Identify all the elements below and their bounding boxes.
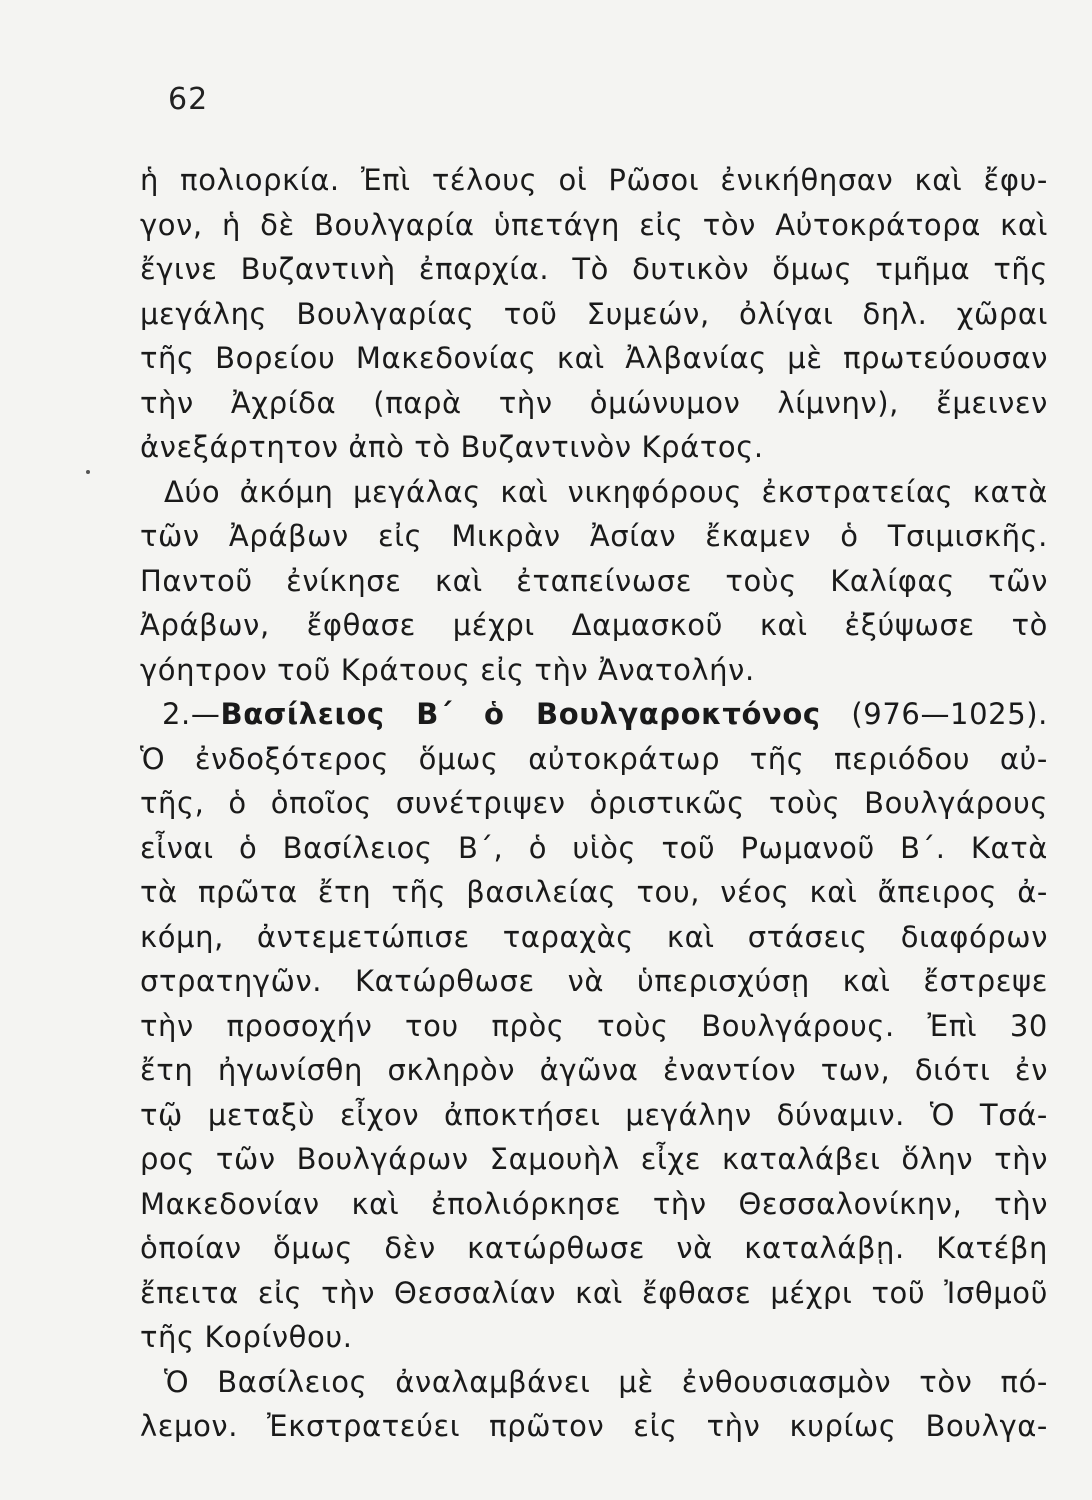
text-line: ἀνεξάρτητον ἀπὸ τὸ Βυζαντινὸν Κράτος. [140,430,764,464]
text-line: τῷ μεταξὺ εἶχον ἀποκτήσει μεγάλην δύναμιν. Ὁ Τσά- [140,1097,1048,1132]
section-dates: (976—1025). [851,697,1048,731]
text-line: γον, ἡ δὲ Βουλγαρία ὑπετάγη εἰς τὸν Αὐτοκράτορα καὶ [140,207,1048,242]
text-line: Μακεδονίαν καὶ ἐπολιόρκησε τὴν Θεσσαλονίκην, τὴν [140,1186,1048,1221]
text-line: ἔπειτα εἰς τὴν Θεσσαλίαν καὶ ἔφθασε μέχρι τοῦ Ἰσθμοῦ [140,1275,1048,1310]
text-line: τῆς Βορείου Μακεδονίας καὶ Ἀλβανίας μὲ πρωτεύουσαν [140,341,1048,375]
text-line: τὴν προσοχήν του πρὸς τοὺς Βουλγάρους. Ἐπὶ 30 [140,1008,1048,1043]
text-line: τῆς, ὁ ὁποῖος συνέτριψεν ὁριστικῶς τοὺς Βουλγάρους [140,786,1048,820]
text-line: εἶναι ὁ Βασίλειος Β΄, ὁ υἱὸς τοῦ Ρωμανοῦ Β΄. Κατὰ [140,830,1048,865]
text-line: τὴν Ἀχρίδα (παρὰ τὴν ὁμώνυμον λίμνην), ἔμεινεν [140,385,1048,420]
text-line: ἔγινε Βυζαντινὴ ἐπαρχία. Τὸ δυτικὸν ὅμως τμῆμα τῆς [140,252,1048,286]
text-line: γόητρον τοῦ Κράτους εἰς τὴν Ἀνατολήν. [140,652,755,687]
text-line: κόμη, ἀντεμετώπισε ταραχὰς καὶ στάσεις διαφόρων [140,919,1048,954]
text-line: Δύο ἀκόμη μεγάλας καὶ νικηφόρους ἐκστρατείας κατὰ [164,474,1048,509]
section-title: Βασίλειος Β΄ ὁ Βουλγαροκτόνος [220,697,821,731]
text-line: Ἀράβων, ἔφθασε μέχρι Δαμασκοῦ καὶ ἐξύψωσε τὸ [140,608,1048,642]
text-line: λεμον. Ἐκστρατεύει πρῶτον εἰς τὴν κυρίως Βουλγα- [140,1409,1048,1443]
text-line: ἡ πολιορκία. Ἐπὶ τέλους οἱ Ρῶσοι ἐνικήθησαν καὶ ἔφυ- [140,163,1048,197]
body-text [140,158,1048,1449]
text-line: Ὁ ἐνδοξότερος ὅμως αὐτοκράτωρ τῆς περιόδου αὐ- [140,741,1048,776]
text-line: Ὁ Βασίλειος ἀναλαμβάνει μὲ ἐνθουσιασμὸν τὸν πό- [164,1364,1048,1399]
text-line: Παντοῦ ἐνίκησε καὶ ἐταπείνωσε τοὺς Καλίφας τῶν [140,563,1048,598]
text-line: τὰ πρῶτα ἔτη τῆς βασιλείας του, νέος καὶ ἄπειρος ἀ- [140,875,1048,909]
text-line: ὁποίαν ὅμως δὲν κατώρθωσε νὰ καταλάβῃ. Κατέβη [140,1231,1048,1265]
text-line: μεγάλης Βουλγαρίας τοῦ Συμεών, ὀλίγαι δηλ. χῶραι [140,296,1048,331]
text-line: τῶν Ἀράβων εἰς Μικρὰν Ἀσίαν ἔκαμεν ὁ Τσιμισκῆς. [140,519,1048,553]
page-speck [86,470,90,474]
text-line: ρος τῶν Βουλγάρων Σαμουὴλ εἶχε καταλάβει ὅλην τὴν [140,1142,1048,1176]
text-line: τῆς Κορίνθου. [140,1320,353,1354]
section-heading [140,692,1048,737]
page-number: 62 [168,82,209,117]
section-number: 2.— [162,697,221,731]
text-line: στρατηγῶν. Κατώρθωσε νὰ ὑπερισχύσῃ καὶ ἔστρεψε [140,964,1048,998]
text-line: ἔτη ἠγωνίσθη σκληρὸν ἀγῶνα ἐναντίον των, διότι ἐν [140,1053,1048,1087]
